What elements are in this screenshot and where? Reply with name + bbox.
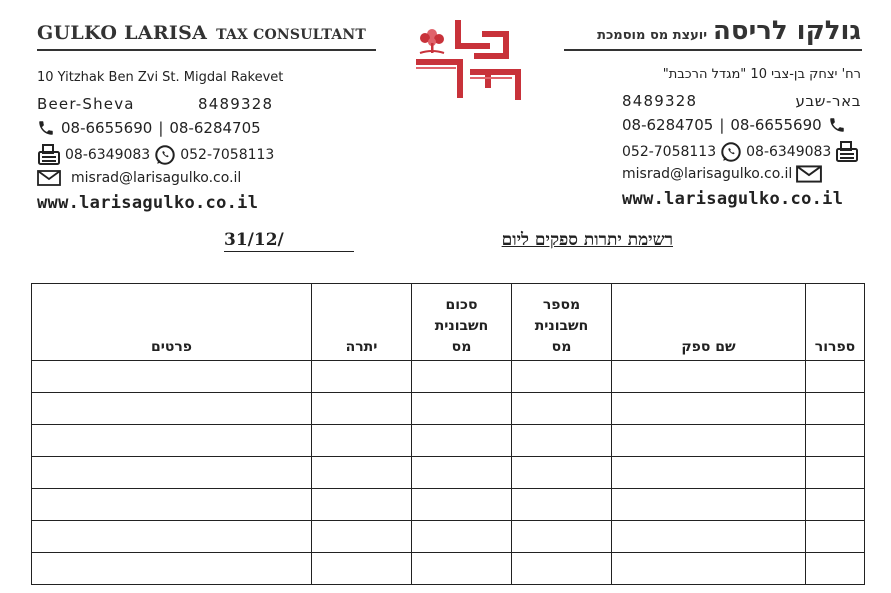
hebrew-phone-1: 08-6284705 [622,116,714,134]
envelope-icon [37,170,61,186]
table-row [32,457,865,489]
cell-balance[interactable] [312,361,412,393]
cell-details[interactable] [32,521,312,553]
english-address: 10 Yitzhak Ben Zvi St. Migdal Rakevet [37,70,284,85]
cell-invoice-amount[interactable] [412,425,512,457]
cell-details[interactable] [32,553,312,585]
supplier-balances-table [31,283,865,585]
whatsapp-icon [720,141,742,163]
cell-supplier-name[interactable] [612,361,806,393]
col-serial: ספרור [806,284,865,361]
cell-invoice-amount[interactable] [412,553,512,585]
document-date: 31/12/ [224,230,284,250]
col-invoice-amount: סכום חשבונית מס [412,284,512,361]
english-fax-number: 08-6349083 [65,147,151,163]
cell-invoice-number[interactable] [512,361,612,393]
cell-details[interactable] [32,425,312,457]
english-email-row [37,170,241,186]
hebrew-fax-number: 08-6349083 [746,144,832,160]
cell-supplier-name[interactable] [612,425,806,457]
hebrew-name-text: גולקו לריסה [713,16,861,46]
english-email[interactable]: misrad@larisagulko.co.il [71,170,242,186]
cell-supplier-name[interactable] [612,553,806,585]
english-website[interactable]: www.larisagulko.co.il [37,193,259,213]
hebrew-city: באר-שבע [795,92,861,110]
cell-invoice-number[interactable] [512,553,612,585]
cell-balance[interactable] [312,521,412,553]
cell-serial[interactable] [806,393,865,425]
table-row [32,425,865,457]
cell-invoice-amount[interactable] [412,361,512,393]
table-row [32,521,865,553]
hebrew-email-row [622,165,822,183]
fax-icon [37,144,61,166]
hebrew-phones [622,116,846,134]
hebrew-whatsapp-fax [622,141,859,163]
english-title-text: TAX CONSULTANT [216,27,367,43]
cell-balance[interactable] [312,553,412,585]
logo-tree [420,29,444,53]
envelope-icon [796,165,822,183]
phone-icon [828,116,846,134]
hebrew-title-text: יועצת מס מוסמכת [597,28,708,43]
cell-supplier-name[interactable] [612,489,806,521]
table-row [32,489,865,521]
cell-invoice-amount[interactable] [412,393,512,425]
english-fax-whatsapp [37,144,274,166]
cell-serial[interactable] [806,457,865,489]
hebrew-header-rule [564,49,862,51]
cell-serial[interactable] [806,553,865,585]
cell-invoice-amount[interactable] [412,457,512,489]
fax-icon [835,141,859,163]
cell-serial[interactable] [806,521,865,553]
english-whatsapp-number: 052-7058113 [180,147,275,163]
cell-supplier-name[interactable] [612,393,806,425]
cell-invoice-number[interactable] [512,457,612,489]
cell-invoice-number[interactable] [512,521,612,553]
table-row [32,553,865,585]
hebrew-business-name [597,16,861,46]
cell-serial[interactable] [806,489,865,521]
english-phone-separator: | [158,119,164,137]
cell-invoice-number[interactable] [512,393,612,425]
hebrew-zip: 8489328 [622,92,698,110]
cell-details[interactable] [32,457,312,489]
hebrew-whatsapp-number: 052-7058113 [622,144,717,160]
english-phone-2: 08-6284705 [169,119,261,137]
hebrew-website[interactable]: www.larisagulko.co.il [622,189,844,209]
col-balance: יתרה [312,284,412,361]
english-zip: 8489328 [198,95,274,113]
cell-details[interactable] [32,393,312,425]
english-phones [37,119,261,137]
table-row [32,361,865,393]
date-underline [224,251,354,252]
hebrew-email[interactable]: misrad@larisagulko.co.il [622,166,793,182]
cell-supplier-name[interactable] [612,521,806,553]
english-name-text: GULKO LARISA [37,22,208,44]
col-invoice-number: מספר חשבונית מס [512,284,612,361]
table-header-row [32,284,865,361]
cell-balance[interactable] [312,425,412,457]
english-phone-1: 08-6655690 [61,119,153,137]
cell-invoice-number[interactable] [512,425,612,457]
cell-invoice-amount[interactable] [412,489,512,521]
cell-details[interactable] [32,489,312,521]
cell-supplier-name[interactable] [612,457,806,489]
table-body [32,361,865,585]
cell-balance[interactable] [312,489,412,521]
english-header-rule [37,49,376,51]
cell-serial[interactable] [806,425,865,457]
document-title: רשימת יתרות ספקים ליום [501,230,673,250]
cell-invoice-amount[interactable] [412,521,512,553]
english-city: Beer-Sheva [37,95,135,113]
hebrew-phone-2: 08-6655690 [730,116,822,134]
table-row [32,393,865,425]
col-supplier-name: שם ספק [612,284,806,361]
logo-mark [412,16,524,104]
hebrew-phone-separator: | [719,116,725,134]
cell-details[interactable] [32,361,312,393]
cell-serial[interactable] [806,361,865,393]
hebrew-address: רח' יצחק בן-צבי 10 "מגדל הרכבת" [662,67,861,82]
phone-icon [37,119,55,137]
cell-balance[interactable] [312,393,412,425]
whatsapp-icon [154,144,176,166]
col-details: פרטים [32,284,312,361]
cell-balance[interactable] [312,457,412,489]
cell-invoice-number[interactable] [512,489,612,521]
english-business-name [37,22,366,44]
